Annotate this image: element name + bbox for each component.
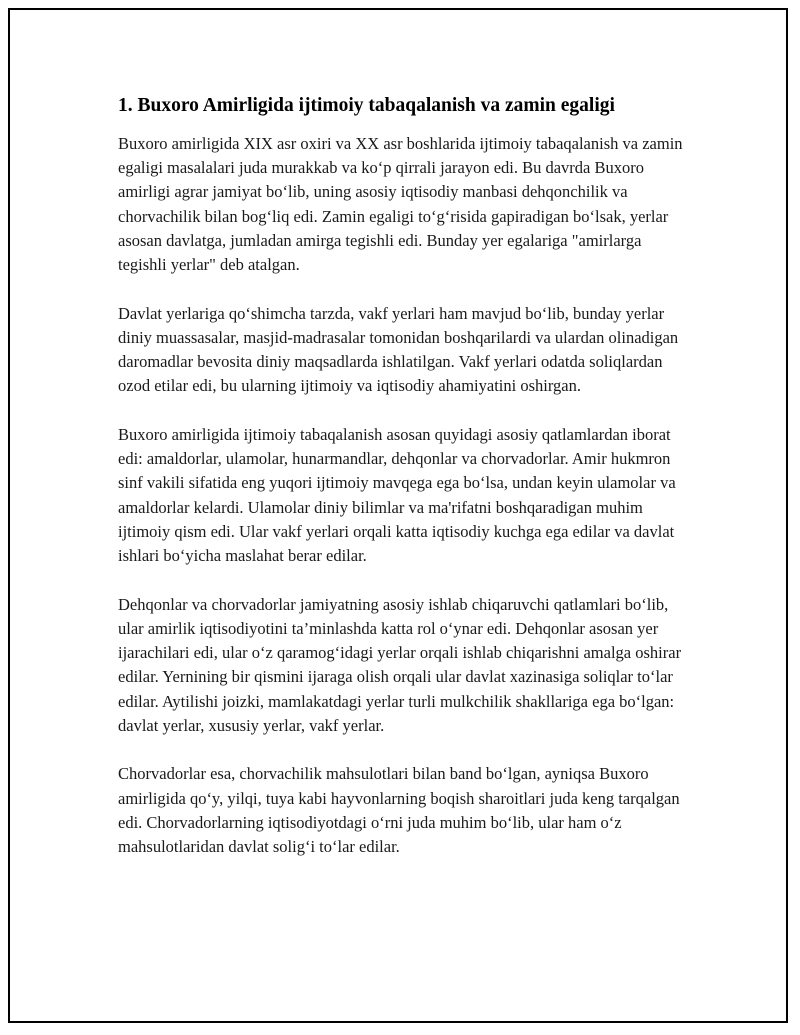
paragraph-peasants: Dehqonlar va chorvadorlar jamiyatning asosiy ishlab chiqaruvchi qatlamlari bo‘lib, ular amirlik iqtisodiyotini ta’minlashda katta rol o‘ynar edi. Dehqonlar asosan yer ijarachilari edi, ular o‘z qaramog‘idagi yerlar orqali ishlab chiqarishni amalga oshirar edilar. Yernining bir qismini ijaraga olish orqali ular davlat xazinasiga soliqlar to‘lar edilar. Aytilishi joizki, mamlakatdagi yerlar turli mulkchilik shakllariga ega bo‘lgan: davlat yerlar, xususiy yerlar, vakf yerlar. bbox=[118, 594, 682, 735]
paragraph-social-strata: Buxoro amirligida ijtimoiy tabaqalanish asosan quyidagi asosiy qatlamlardan iborat edi: amaldorlar, ulamolar, hunarmandlar, dehqonlar va chorvadorlar. Amir hukmron sinf vakili sifatida eng yuqori ijtimoiy mavqega ega bo‘lsa, undan keyin ulamolar va amaldorlar kelardi. Ulamolar diniy bilimlar va ma'rifatni boshqaradigan muhim ijtimoiy qism edi. Ular vakf yerlari orqali katta iqtisodiy kuchga ega edilar va davlat ishlari bo‘yicha maslahat berar edilar. bbox=[118, 425, 676, 566]
document-body bbox=[118, 93, 690, 884]
section-title: 1. Buxoro Amirligida ijtimoiy tabaqalanish va zamin egaligi bbox=[118, 95, 615, 116]
paragraph-herders: Chorvadorlar esa, chorvachilik mahsulotlari bilan band bo‘lgan, ayniqsa Buxoro amirligida qo‘y, yilqi, tuya kabi hayvonlarning boqish sharoitlari juda keng tarqalgan edi. Chorvadorlarning iqtisodiyotdagi o‘rni juda muhim bo‘lib, ular ham o‘z mahsulotlaridan davlat solig‘i to‘lar edilar. bbox=[118, 764, 680, 857]
paragraph-land-ownership: Buxoro amirligida XIX asr oxiri va XX asr boshlarida ijtimoiy tabaqalanish va zamin egaligi masalalari juda murakkab va ko‘p qirrali jarayon edi. Bu davrda Buxoro amirligi agrar jamiyat bo‘lib, uning asosiy iqtisodiy manbasi dehqonchilik va chorvachilik bilan bog‘liq edi. Zamin egaligi to‘g‘risida gapiradigan bo‘lsak, yerlar asosan davlatga, jumladan amirga tegishli edi. Bunday yer egalariga "amirlarga tegishli yerlar" deb atalgan. bbox=[118, 134, 683, 275]
paragraph-vakf-lands: Davlat yerlariga qo‘shimcha tarzda, vakf yerlari ham mavjud bo‘lib, bunday yerlar diniy muassasalar, masjid-madrasalar tomonidan boshqarilardi va ulardan olinadigan daromadlar bevosita diniy maqsadlarda ishlatilgan. Vakf yerlari odatda soliqlardan ozod etilar edi, bu ularning ijtimoiy va iqtisodiy ahamiyatini oshirgan. bbox=[118, 303, 679, 396]
